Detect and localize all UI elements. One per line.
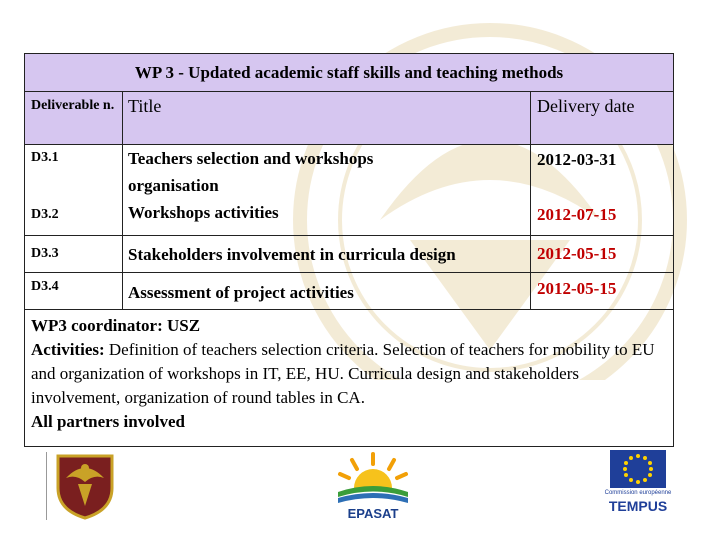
deliverable-id: D3.2 bbox=[31, 207, 59, 222]
eu-flag-icon bbox=[610, 450, 666, 488]
col-title: Title bbox=[123, 92, 531, 144]
sun-icon bbox=[332, 450, 414, 506]
tempus-logo bbox=[604, 450, 672, 518]
deliverable-title: Workshops activities bbox=[128, 203, 279, 222]
deliverables-table bbox=[24, 53, 674, 447]
university-crest-logo bbox=[46, 448, 124, 520]
delivery-date-cell bbox=[531, 145, 673, 235]
partners-line: All partners involved bbox=[31, 412, 185, 431]
deliverable-title: Stakeholders involvement in curricula design bbox=[123, 236, 531, 272]
table-row bbox=[25, 145, 673, 236]
table-row bbox=[25, 236, 673, 273]
activities-label: Activities: bbox=[31, 340, 105, 359]
coordinator-value: USZ bbox=[166, 316, 201, 335]
commission-caption: Commission européenne bbox=[604, 490, 672, 496]
deliverable-id: D3.1 bbox=[31, 150, 59, 165]
delivery-date: 2012-03-31 bbox=[537, 150, 617, 169]
deliverable-title-cell bbox=[123, 145, 531, 235]
table-row bbox=[25, 273, 673, 310]
deliverable-title: Assessment of project activities bbox=[123, 273, 531, 309]
activities-line bbox=[31, 338, 667, 410]
delivery-date: 2012-05-15 bbox=[537, 244, 617, 263]
deliverable-title: Teachers selection and workshops organisation bbox=[128, 149, 374, 195]
activities-text: Definition of teachers selection criteria. Selection of teachers for mobility to EU and organization of workshops in IT, EE, HU. Curricula design and stakeholders involvement, organization of round tables in CA. bbox=[31, 340, 655, 407]
delivery-date: 2012-05-15 bbox=[537, 279, 617, 298]
col-deliverable: Deliverable n. bbox=[25, 92, 123, 144]
column-header-row bbox=[25, 92, 673, 145]
deliverable-id: D3.3 bbox=[25, 236, 123, 272]
coordinator-line bbox=[31, 314, 667, 338]
table-title: WP 3 - Updated academic staff skills and teaching methods bbox=[25, 54, 673, 92]
epasat-logo bbox=[332, 450, 414, 522]
coordinator-label: WP3 coordinator: bbox=[31, 316, 163, 335]
tempus-text: TEMPUS bbox=[608, 498, 668, 514]
delivery-date: 2012-07-15 bbox=[537, 205, 617, 224]
deliverable-id: D3.4 bbox=[25, 273, 123, 309]
col-delivery-date: Delivery date bbox=[537, 96, 635, 116]
activities-block bbox=[25, 310, 673, 446]
deliverable-id-cell bbox=[25, 145, 123, 235]
epasat-text: EPASAT bbox=[347, 506, 399, 521]
